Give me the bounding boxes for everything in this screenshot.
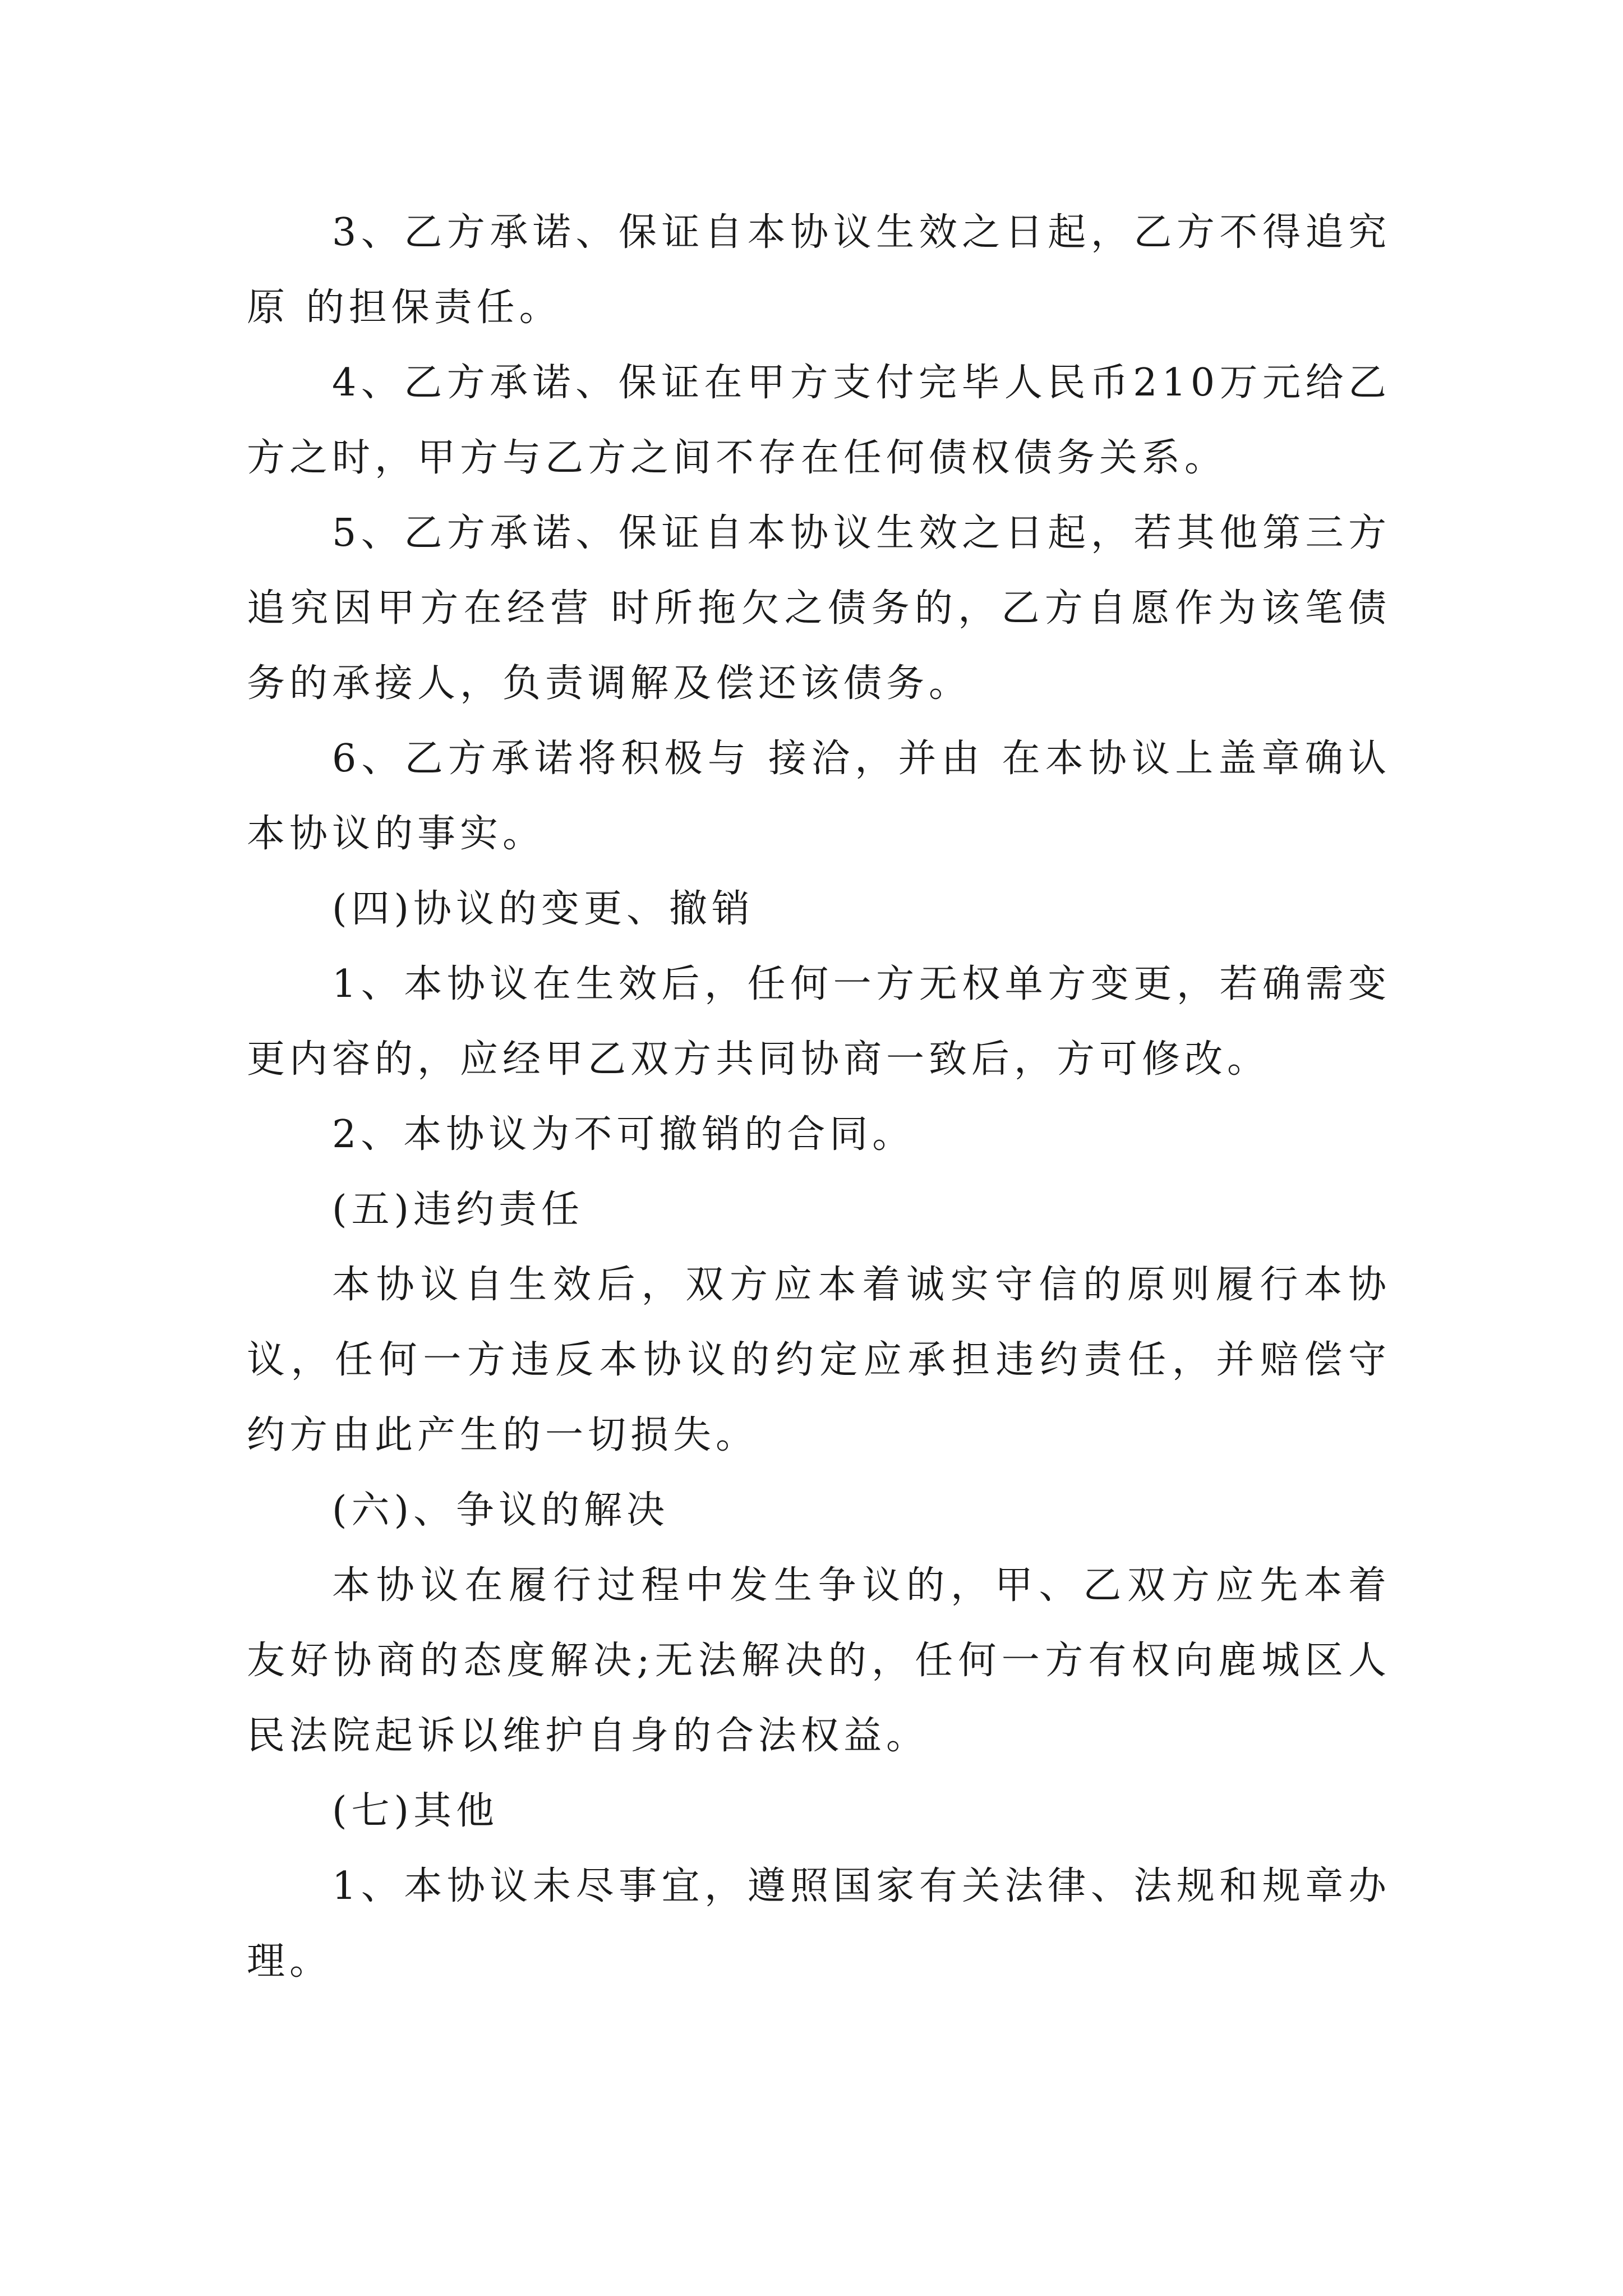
section-heading-5: (五)违约责任 [332,1188,584,1232]
clause-5: 5、乙方承诺、保证自本协议生效之日起，若其他第三方追究因甲方在经营 时所拖欠之债务的，乙方自愿作为该笔债务的承接人，负责调解及偿还该债务。 [247,511,1391,706]
clause-6: 6、乙方承诺将积极与 接洽，并由 在本协议上盖章确认本协议的事实。 [247,737,1391,856]
section-5-body: 本协议自生效后，双方应本着诚实守信的原则履行本协议，任何一方违反本协议的约定应承担违约责任，并赔偿守约方由此产生的一切损失。 [247,1263,1391,1457]
section-heading-6: (六)、争议的解决 [332,1488,670,1533]
section-heading-7: (七)其他 [332,1789,499,1833]
clause-3: 3、乙方承诺、保证自本协议生效之日起，乙方不得追究原 的担保责任。 [247,210,1391,330]
section-4-clause-2: 2、本协议为不可撤销的合同。 [332,1112,915,1157]
clause-4: 4、乙方承诺、保证在甲方支付完毕人民币210万元给乙方之时，甲方与乙方之间不存在任何债权债务关系。 [247,361,1391,480]
section-7-clause-1: 1、本协议未尽事宜，遵照国家有关法律、法规和规章办理。 [247,1864,1391,1984]
section-heading-4: (四)协议的变更、撤销 [332,887,755,931]
section-6-body: 本协议在履行过程中发生争议的，甲、乙双方应先本着友好协商的态度解决;无法解决的，任何一方有权向鹿城区人民法院起诉以维护自身的合法权益。 [247,1563,1391,1758]
section-4-clause-1: 1、本协议在生效后，任何一方无权单方变更，若确需变更内容的，应经甲乙双方共同协商一致后，方可修改。 [247,962,1391,1082]
document-body [247,195,1391,1999]
